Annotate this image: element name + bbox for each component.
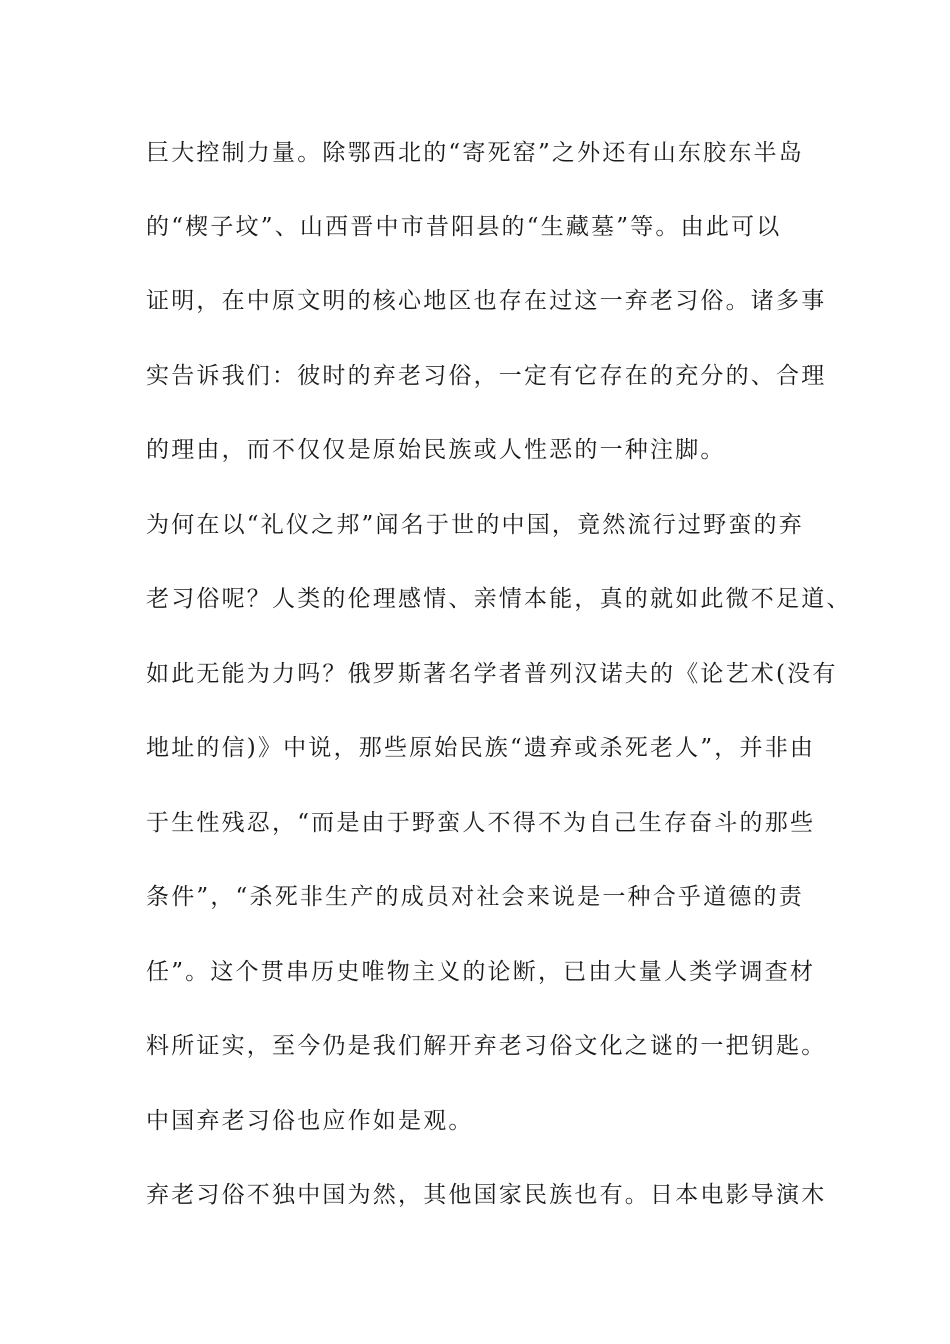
text-line-14: 中国弃老习俗也应作如是观。 <box>146 1108 474 1134</box>
text-line-12: 任”。这个贯串历史唯物主义的论断，已由大量人类学调查材 <box>146 959 816 985</box>
text-line-11: 条件”，“杀死非生产的成员对社会来说是一种合乎道德的责 <box>146 884 804 910</box>
text-line-8: 如此无能为力吗？俄罗斯著名学者普列汉诺夫的《论艺术(没有 <box>146 661 838 687</box>
text-line-2: 的“楔子坟”、山西晋中市昔阳县的“生藏墓”等。由此可以 <box>146 214 782 240</box>
text-line-4: 实告诉我们：彼时的弃老习俗，一定有它存在的充分的、合理 <box>146 363 827 389</box>
text-line-6: 为何在以“礼仪之邦”闻名于世的中国，竟然流行过野蛮的弃 <box>146 512 804 538</box>
text-line-15: 弃老习俗不独中国为然，其他国家民族也有。日本电影导演木 <box>146 1182 827 1208</box>
text-line-7: 老习俗呢？人类的伦理感情、亲情本能，真的就如此微不足道、 <box>146 586 852 612</box>
text-line-13: 料所证实，至今仍是我们解开弃老习俗文化之谜的一把钥匙。 <box>146 1033 827 1059</box>
text-line-3: 证明，在中原文明的核心地区也存在过这一弃老习俗。诸多事 <box>146 288 827 314</box>
text-line-5: 的理由，而不仅仅是原始民族或人性恶的一种注脚。 <box>146 437 726 463</box>
text-line-1: 巨大控制力量。除鄂西北的“寄死窑”之外还有山东胶东半岛 <box>146 140 804 166</box>
text-line-10: 于生性残忍，“而是由于野蛮人不得不为自己生存奋斗的那些 <box>146 810 816 836</box>
text-line-9: 地址的信)》中说，那些原始民族“遗弃或杀死老人”，并非由 <box>146 735 816 761</box>
